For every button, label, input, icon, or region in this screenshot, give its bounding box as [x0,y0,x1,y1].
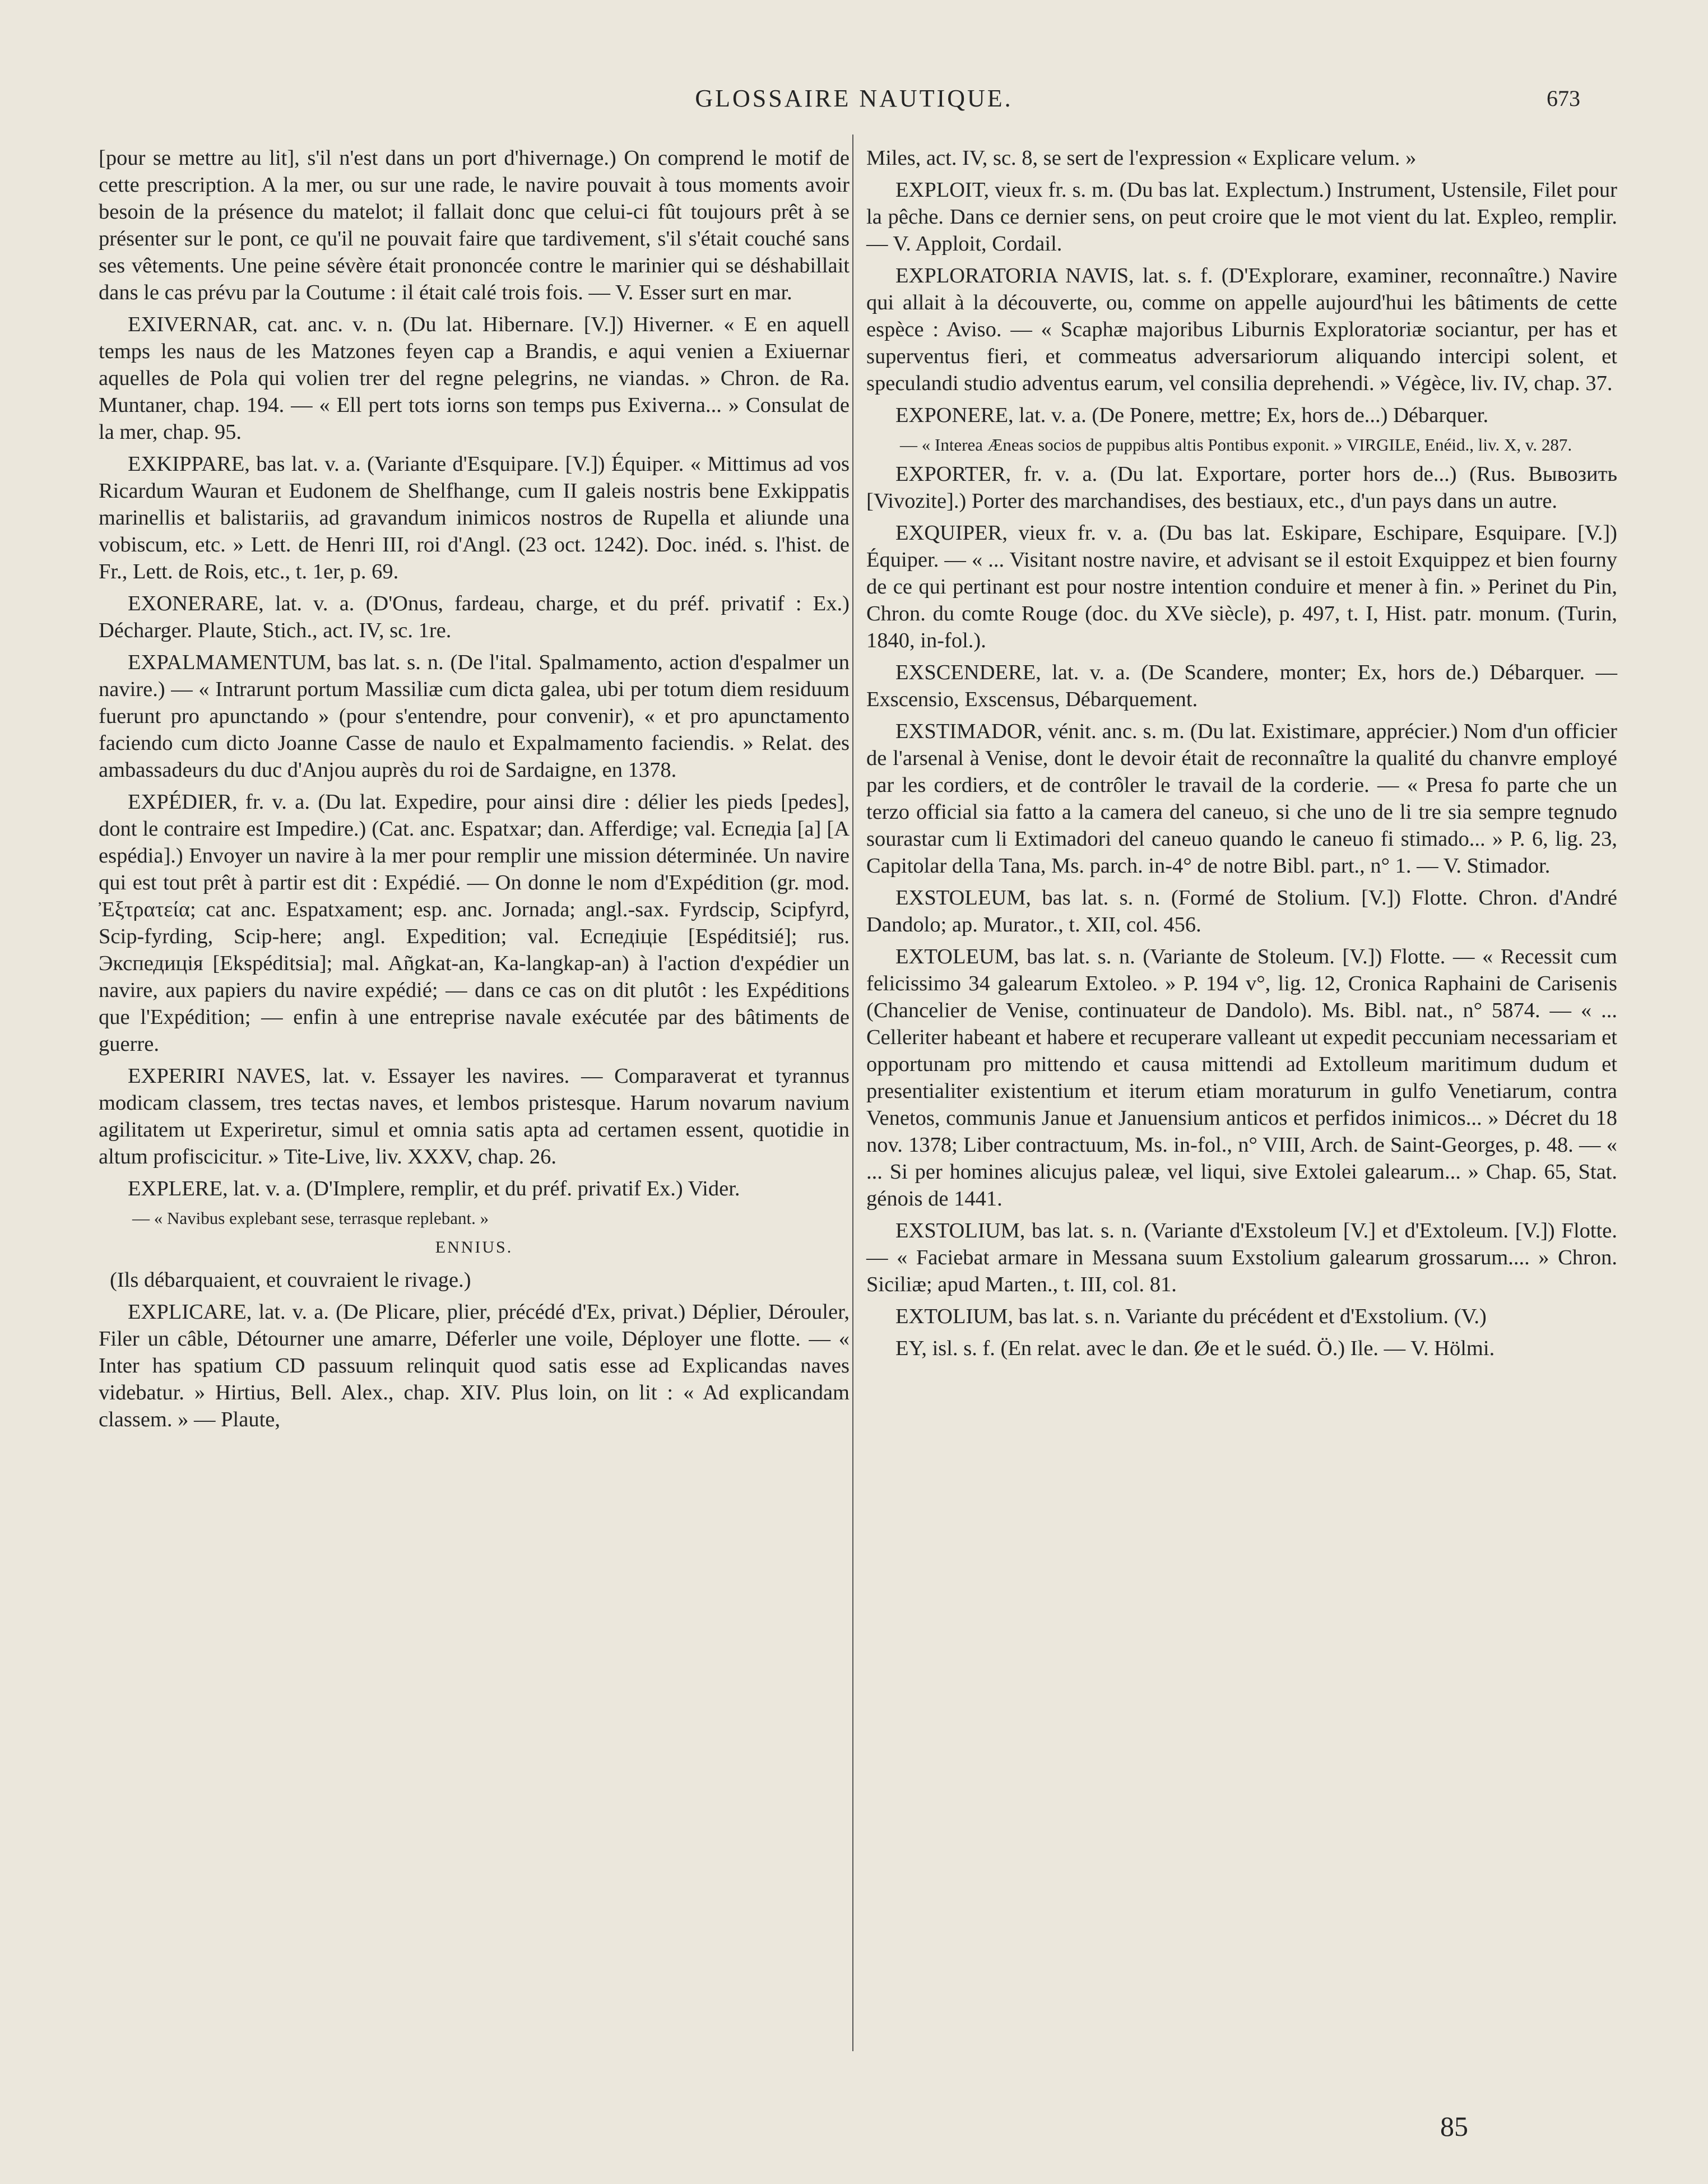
entry-experiri-naves: EXPERIRI NAVES, lat. v. Essayer les navires. — Comparaverat et tyrannus modicam classem, tres tectas naves, et lembos pristesque. Harum novarum navium agilitatem ut Experiretur, simul et omnia satis apta ad certamen essent, quotidie in altum profiscicitur. » Tite-Live, liv. XXXV, chap. 26. [99,1064,850,1168]
running-head: GLOSSAIRE NAUTIQUE. [695,85,1013,112]
page-number: 673 [1547,86,1580,111]
entry-exivernar: EXIVERNAR, cat. anc. v. n. (Du lat. Hibernare. [V.]) Hiverner. « E en aquell temps les naus de les Matzones feyen cap a Brandis, e aqui venien a Exiuernar aquelles de Pola qui volien trer del regne pelegrins, ne viandas. » Chron. de Ra. Muntaner, chap. 194. — « Ell pert tots iorns son temps pus Exiverna... » Consulat de la mer, chap. 95. [99,313,850,444]
entry-exporter: EXPORTER, fr. v. a. (Du lat. Exportare, porter hors de...) (Rus. Вывозить [Vivozite].) Porter des marchandises, des bestiaux, etc., d'un pays dans un autre. [866,462,1617,513]
quote-translation: (Ils débarquaient, et couvraient le rivage.) [110,1268,471,1292]
entry-expedier: EXPÉDIER, fr. v. a. (Du lat. Expedire, pour ainsi dire : délier les pieds [pedes], dont le contraire est Impedire.) (Cat. anc. Espatxar; dan. Afferdige; val. Еспедiа [a] [A espédia].) Envoyer un navire à la mer pour remplir une mission déterminée. Un navire qui est tout prêt à partir est dit : Expédié. — On donne le nom d'Expédition (gr. mod. Ἐξτρατεία; cat anc. Espatxament; esp. anc. Jornada; angl.-sax. Fyrdscip, Scipfyrd, Scip-fyrding, Scip-here; angl. Expedition; val. Еспедiцiе [Espéditsié]; rus. Экспедицiя [Ekspéditsia]; mal. Añgkat-an, Ka-langkap-an) à l'action d'expédier un navire, aux papiers du navire expédié; — dans ce cas on dit plutôt : les Expéditions que l'Expédition; — enfin à une entreprise navale exécutée par des bâtiments de guerre. [99,790,850,1056]
entry-explere: EXPLERE, lat. v. a. (D'Implere, remplir, et du préf. privatif Ex.) Vider. [128,1177,740,1200]
entry-exploratoria-navis: EXPLORATORIA NAVIS, lat. s. f. (D'Explorare, examiner, reconnaître.) Navire qui allait à la découverte, ou, comme on appelle aujourd'hui les bâtiments de cette espèce : Aviso. — « Scaphæ majoribus Liburnis Exploratoriæ sociantur, per has et superventus fieri, et commeatus adversariorum aliquando intercipi solent, et speculandi studio adventus earum, vel consilia deprehendi. » Végèce, liv. IV, chap. 37. [866,264,1617,395]
entry-exstoleum: EXSTOLEUM, bas lat. s. n. (Formé de Stolium. [V.]) Flotte. Chron. d'André Dandolo; ap. Murator., t. XII, col. 456. [866,886,1617,936]
entry-exstolium: EXSTOLIUM, bas lat. s. n. (Variante d'Exstoleum [V.] et d'Extoleum. [V.]) Flotte. — « Faciebat armare in Messana suum Exstolium galearum grossarum.... » Chron. Siciliæ; apud Marten., t. III, col. 81. [866,1219,1617,1296]
entry-exploit: EXPLOIT, vieux fr. s. m. (Du bas lat. Explectum.) Instrument, Ustensile, Filet pour la pêche. Dans ce dernier sens, on peut croire que le mot vient du lat. Expleo, remplir. — V. Apploit, Cordail. [866,178,1617,256]
entry-expalmamentum: EXPALMAMENTUM, bas lat. s. n. (De l'ital. Spalmamento, action d'espalmer un navire.) — « Intrarunt portum Massiliæ cum dicta galea, ubi per totum diem residuum fuerunt pro apunctando » (pour s'entendre, pour convenir), « et pro apunctamento faciendo cum dicto Joanne Casse de naulo et Expalmamento faciendis. » Relat. des ambassadeurs du duc d'Anjou auprès du roi de Sardaigne, en 1378. [99,651,850,782]
entry-explicare: EXPLICARE, lat. v. a. (De Plicare, plier, précédé d'Ex, privat.) Déplier, Dérouler, Filer un câble, Détourner une amarre, Déferler une voile, Déployer une flotte. — « Inter has spatium CD passuum relinquit quod satis esse ad Explicandas naves videbatur. » Hirtius, Bell. Alex., chap. XIV. Plus loin, on lit : « Ad explicandam classem. » — Plaute, [99,1300,850,1431]
entry-hivernage-continuation: [pour se mettre au lit], s'il n'est dans un port d'hivernage.) On comprend le motif de cette prescription. A la mer, ou sur une rade, le navire pouvait à tous moments avoir besoin de la présence du matelot; il fallait donc que celui-ci fût toujours prêt à se présenter sur le pont, ce qu'il ne pouvait faire que tardivement, s'il s'était couché sans ses vêtements. Une peine sévère était prononcée contre le marinier qui se déshabillait dans le cas prévu par la Coutume : il était calé trois fois. — V. Esser surt en mar. [99,146,850,304]
right-column [866,145,1617,1367]
signature-mark: 85 [1440,2111,1468,2142]
entry-ey: EY, isl. s. f. (En relat. avec le dan. Øe et le suéd. Ö.) Ile. — V. Hölmi. [895,1337,1495,1360]
quote-author-ennius: ENNIUS. [435,1238,513,1256]
entry-explicare-continuation: Miles, act. IV, sc. 8, se sert de l'expression « Explicare velum. » [866,146,1417,170]
entry-exstimador: EXSTIMADOR, vénit. anc. s. m. (Du lat. Existimare, apprécier.) Nom d'un officier de l'arsenal à Venise, dont le devoir était de reconnaître la qualité du chanvre employé par les cordiers, et de contrôler le travail de la corderie. — « Presa fo parte che un terzo official sia fatto a la camera del caneuo, si che uno de li tre sia sempre tegnudo sourastar cum li Extimadori del caneuo quando le caneuo fi stimado... » P. 6, lig. 23, Capitolar della Tana, Ms. parch. in-4° de notre Bibl. part., n° 1. — V. Stimador. [866,720,1617,878]
entry-extolium: EXTOLIUM, bas lat. s. n. Variante du précédent et d'Exstolium. (V.) [895,1305,1487,1328]
left-column [99,145,850,1438]
entry-exponere: EXPONERE, lat. v. a. (De Ponere, mettre; Ex, hors de...) Débarquer. [895,404,1489,427]
quote-virgile: — « Interea Æneas socios de puppibus altis Pontibus exponit. » VIRGILE, Enéid., liv. X, v. 287. [900,435,1572,455]
column-rule [852,135,853,2051]
entry-exquiper: EXQUIPER, vieux fr. v. a. (Du bas lat. Eskipare, Eschipare, Esquipare. [V.]) Équiper. — « ... Visitant nostre navire, et advisant se il estoit Exquippez et bien fourny de ce qui pertinant est pour nostre intention conduire et mener à fin. » Perinet du Pin, Chron. du comte Rouge (doc. du XVe siècle), p. 497, t. I, Hist. patr. monum. (Turin, 1840, in-fol.). [866,521,1617,652]
entry-extoleum: EXTOLEUM, bas lat. s. n. (Variante de Stoleum. [V.]) Flotte. — « Recessit cum felicissimo 34 galearum Extoleo. » P. 194 v°, lig. 12, Cronica Raphaini de Carisenis (Chancelier de Venise, continuateur de Dandolo). Ms. Bibl. nat., n° 5874. — « ... Celleriter habeant et habere et recuperare valleant ut expedit peccuniam necessariam et opportunam pro mittendo et causa mittendi ad Extolleum maritimum dudum et presentialiter existentium et iterum etiam moraturum in gulfo Venetiarum, contra Venetos, communis Janue et Januensium anticos et perfidos inimicos... » Décret du 18 nov. 1378; Liber contractuum, Ms. in-fol., n° VIII, Arch. de Saint-Georges, p. 48. — « ... Si per homines alicujus paleæ, vel liqui, sive Extolei galearum... » Chap. 65, Stat. génois de 1441. [866,945,1617,1211]
entry-exonerare: EXONERARE, lat. v. a. (D'Onus, fardeau, charge, et du préf. privatif : Ex.) Décharger. Plaute, Stich., act. IV, sc. 1re. [99,592,850,642]
entry-exscendere: EXSCENDERE, lat. v. a. (De Scandere, monter; Ex, hors de.) Débarquer. — Exscensio, Exscensus, Débarquement. [866,661,1617,711]
quote-ennius: — « Navibus explebant sese, terrasque replebant. » [132,1208,489,1228]
entry-exkippare: EXKIPPARE, bas lat. v. a. (Variante d'Esquipare. [V.]) Équiper. « Mittimus ad vos Ricardum Wauran et Eudonem de Shelfhange, cum II galeis nostris bene Exkippatis marinellis et balistariis, ad gravandum inimicos nostros de Rupella et aliunde una vobiscum, etc. » Lett. de Henri III, roi d'Angl. (23 oct. 1242). Doc. inéd. s. l'hist. de Fr., Lett. de Rois, etc., t. 1er, p. 69. [99,452,850,583]
